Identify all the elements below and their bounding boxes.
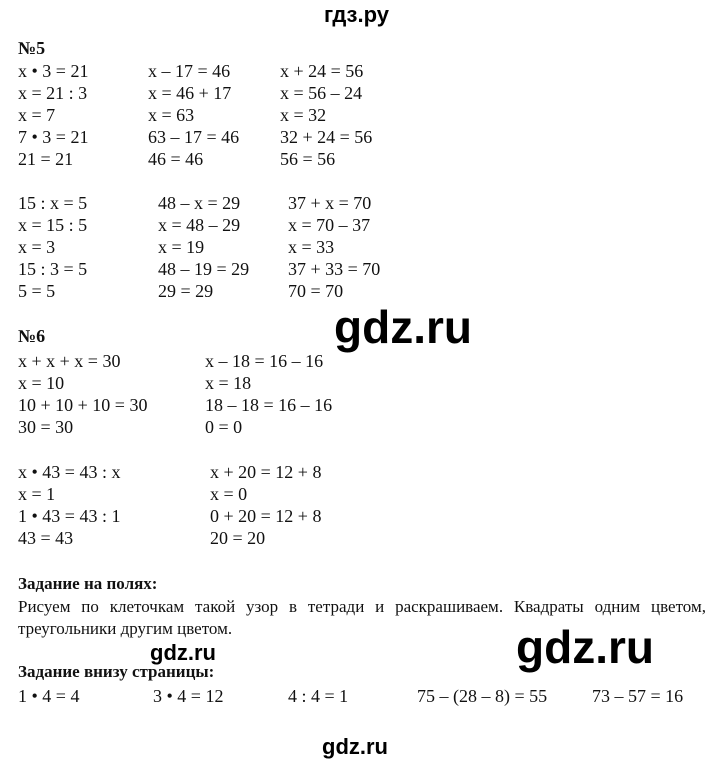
bottom-task-title: Задание внизу страницы:: [18, 662, 215, 681]
task5-block1-col2: [148, 60, 239, 170]
equation-line: 56 = 56: [280, 149, 336, 169]
equation-line: 0 = 0: [205, 417, 243, 437]
equation-line: 48 – 19 = 29: [158, 259, 250, 279]
equation-line: x = 1: [18, 484, 56, 504]
task5-block2-col3: [288, 192, 380, 302]
equation-line: x = 33: [288, 237, 335, 257]
bottom-task-item: 73 – 57 = 16: [592, 686, 684, 706]
equation-line: x = 46 + 17: [148, 83, 232, 103]
task6-block1-col2: [205, 350, 332, 438]
equation-line: 15 : 3 = 5: [18, 259, 88, 279]
equation-line: x = 63: [148, 105, 195, 125]
equation-line: x = 3: [18, 237, 56, 257]
task5-block1-col3: [280, 60, 372, 170]
equation-line: 15 : x = 5: [18, 193, 88, 213]
equation-line: 1 • 43 = 43 : 1: [18, 506, 121, 526]
equation-line: x = 10: [18, 373, 65, 393]
equation-line: 37 + x = 70: [288, 193, 372, 213]
task6-title: №6: [18, 326, 46, 346]
bottom-task-item: 1 • 4 = 4: [18, 686, 80, 706]
equation-line: 5 = 5: [18, 281, 56, 301]
margin-task-text: Рисуем по клеточкам такой узор в тетради и раскрашиваем. Квадраты одним цветом, треугольники другим цветом.: [18, 597, 706, 638]
equation-line: x = 21 : 3: [18, 83, 88, 103]
task6-block2-col2: [210, 461, 321, 549]
equation-line: 10 + 10 + 10 = 30: [18, 395, 148, 415]
equation-line: 20 = 20: [210, 528, 266, 548]
watermark-small-left: gdz.ru: [150, 640, 216, 665]
equation-line: x = 19: [158, 237, 205, 257]
margin-task-title: Задание на полях:: [18, 574, 158, 593]
task5-block2-col2: [158, 192, 249, 302]
footer-watermark: gdz.ru: [322, 734, 388, 759]
equation-line: 29 = 29: [158, 281, 214, 301]
equation-line: x = 48 – 29: [158, 215, 241, 235]
equation-line: 43 = 43: [18, 528, 74, 548]
equation-line: 18 – 18 = 16 – 16: [205, 395, 333, 415]
equation-line: x + 20 = 12 + 8: [210, 462, 322, 482]
equation-line: x = 0: [210, 484, 248, 504]
equation-line: 30 = 30: [18, 417, 74, 437]
task5-title: №5: [18, 38, 46, 58]
equation-line: 21 = 21: [18, 149, 74, 169]
equation-line: 0 + 20 = 12 + 8: [210, 506, 322, 526]
equation-line: 32 + 24 = 56: [280, 127, 373, 147]
equation-line: 48 – x = 29: [158, 193, 241, 213]
header-watermark: гдз.ру: [324, 2, 389, 27]
equation-line: 70 = 70: [288, 281, 344, 301]
equation-line: 37 + 33 = 70: [288, 259, 381, 279]
equation-line: x + 24 = 56: [280, 61, 364, 81]
equation-line: 63 – 17 = 46: [148, 127, 240, 147]
equation-line: x = 7: [18, 105, 56, 125]
watermark-right: gdz.ru: [516, 621, 654, 673]
bottom-task-item: 4 : 4 = 1: [288, 686, 349, 706]
equation-line: x = 70 – 37: [288, 215, 371, 235]
task6-block2-col1: [18, 461, 120, 549]
equation-line: x = 56 – 24: [280, 83, 363, 103]
equation-line: x = 15 : 5: [18, 215, 88, 235]
task5-block1-col1: [18, 60, 88, 170]
equation-line: 46 = 46: [148, 149, 204, 169]
equation-line: x – 18 = 16 – 16: [205, 351, 324, 371]
task5-block2-col1: [18, 192, 87, 302]
equation-line: x • 43 = 43 : x: [18, 462, 121, 482]
watermark-mid: gdz.ru: [334, 301, 472, 353]
task6-block1-col1: [18, 350, 147, 438]
bottom-task-item: 3 • 4 = 12: [153, 686, 224, 706]
equation-line: x + x + x = 30: [18, 351, 121, 371]
equation-line: x = 18: [205, 373, 252, 393]
equation-line: x = 32: [280, 105, 327, 125]
equation-line: 7 • 3 = 21: [18, 127, 89, 147]
equation-line: x • 3 = 21: [18, 61, 89, 81]
equation-line: x – 17 = 46: [148, 61, 231, 81]
bottom-task-item: 75 – (28 – 8) = 55: [417, 686, 548, 706]
